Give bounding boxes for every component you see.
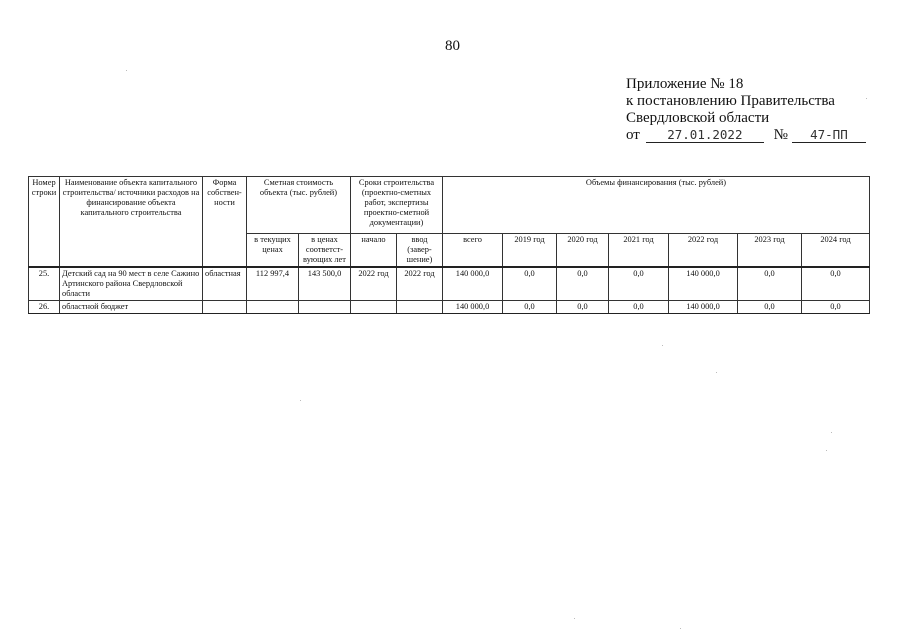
page-number: 80 (445, 38, 460, 54)
scan-speck (574, 618, 575, 619)
table-row (29, 301, 870, 314)
header-total: всего (443, 234, 503, 268)
year-prices: 143 500,0 (299, 267, 351, 301)
header-financing: Объемы финансирования (тыс. рублей) (443, 177, 870, 234)
value-2023: 0,0 (738, 267, 802, 301)
value-2020: 0,0 (557, 267, 609, 301)
header-estimated-cost: Сметная стоимость объекта (тыс. рублей) (247, 177, 351, 234)
header-current-prices: в текущих ценах (247, 234, 299, 268)
header-year-2021: 2021 год (609, 234, 669, 268)
value-2022: 140 000,0 (669, 301, 738, 314)
start: 2022 год (351, 267, 397, 301)
appendix-title: Приложение № 18 (626, 76, 744, 92)
header-year-2019: 2019 год (503, 234, 557, 268)
year-prices (299, 301, 351, 314)
resolution-number: 47-ПП (792, 128, 866, 143)
scan-speck (680, 628, 681, 629)
ownership (203, 301, 247, 314)
total: 140 000,0 (443, 301, 503, 314)
value-2022: 140 000,0 (669, 267, 738, 301)
value-2023: 0,0 (738, 301, 802, 314)
scan-speck (866, 98, 867, 99)
value-2021: 0,0 (609, 267, 669, 301)
header-start: начало (351, 234, 397, 268)
appendix-region-line: Свердловской области (626, 110, 770, 126)
header-year-2024: 2024 год (802, 234, 870, 268)
object-name: Детский сад на 90 мест в селе Сажино Артинского района Свердловской области (60, 267, 203, 301)
scan-speck (831, 432, 832, 433)
header-commissioning: ввод (завер-шение) (397, 234, 443, 268)
scan-speck (126, 70, 127, 71)
scan-speck (300, 400, 301, 401)
row-number: 26. (29, 301, 60, 314)
object-name: областной бюджет (60, 301, 203, 314)
header-ownership: Форма собствен-ности (203, 177, 247, 268)
value-2019: 0,0 (503, 301, 557, 314)
scan-speck (826, 450, 827, 451)
commissioning (397, 301, 443, 314)
number-label: № (773, 127, 788, 143)
value-2020: 0,0 (557, 301, 609, 314)
start (351, 301, 397, 314)
financing-table (28, 176, 870, 314)
total: 140 000,0 (443, 267, 503, 301)
row-number: 25. (29, 267, 60, 301)
value-2021: 0,0 (609, 301, 669, 314)
header-year-2022: 2022 год (669, 234, 738, 268)
commissioning: 2022 год (397, 267, 443, 301)
header-row-number: Номер строки (29, 177, 60, 268)
appendix-header (626, 76, 886, 144)
current-prices (247, 301, 299, 314)
appendix-resolution-line: к постановлению Правительства (626, 93, 835, 109)
scan-speck (662, 345, 663, 346)
header-year-2020: 2020 год (557, 234, 609, 268)
header-object-name: Наименование объекта капитального строительства/ источники расходов на финансирование объекта капитального строительства (60, 177, 203, 268)
appendix-date-line (626, 127, 886, 144)
scan-speck (716, 372, 717, 373)
value-2019: 0,0 (503, 267, 557, 301)
resolution-date: 27.01.2022 (646, 128, 764, 143)
header-year-prices: в ценах соответст-вующих лет (299, 234, 351, 268)
ownership: областная (203, 267, 247, 301)
table-row (29, 267, 870, 301)
header-construction-terms: Сроки строительства (проектно-сметных работ, экспертизы проектно-сметной документации) (351, 177, 443, 234)
current-prices: 112 997,4 (247, 267, 299, 301)
value-2024: 0,0 (802, 301, 870, 314)
from-label: от (626, 127, 640, 143)
value-2024: 0,0 (802, 267, 870, 301)
header-year-2023: 2023 год (738, 234, 802, 268)
